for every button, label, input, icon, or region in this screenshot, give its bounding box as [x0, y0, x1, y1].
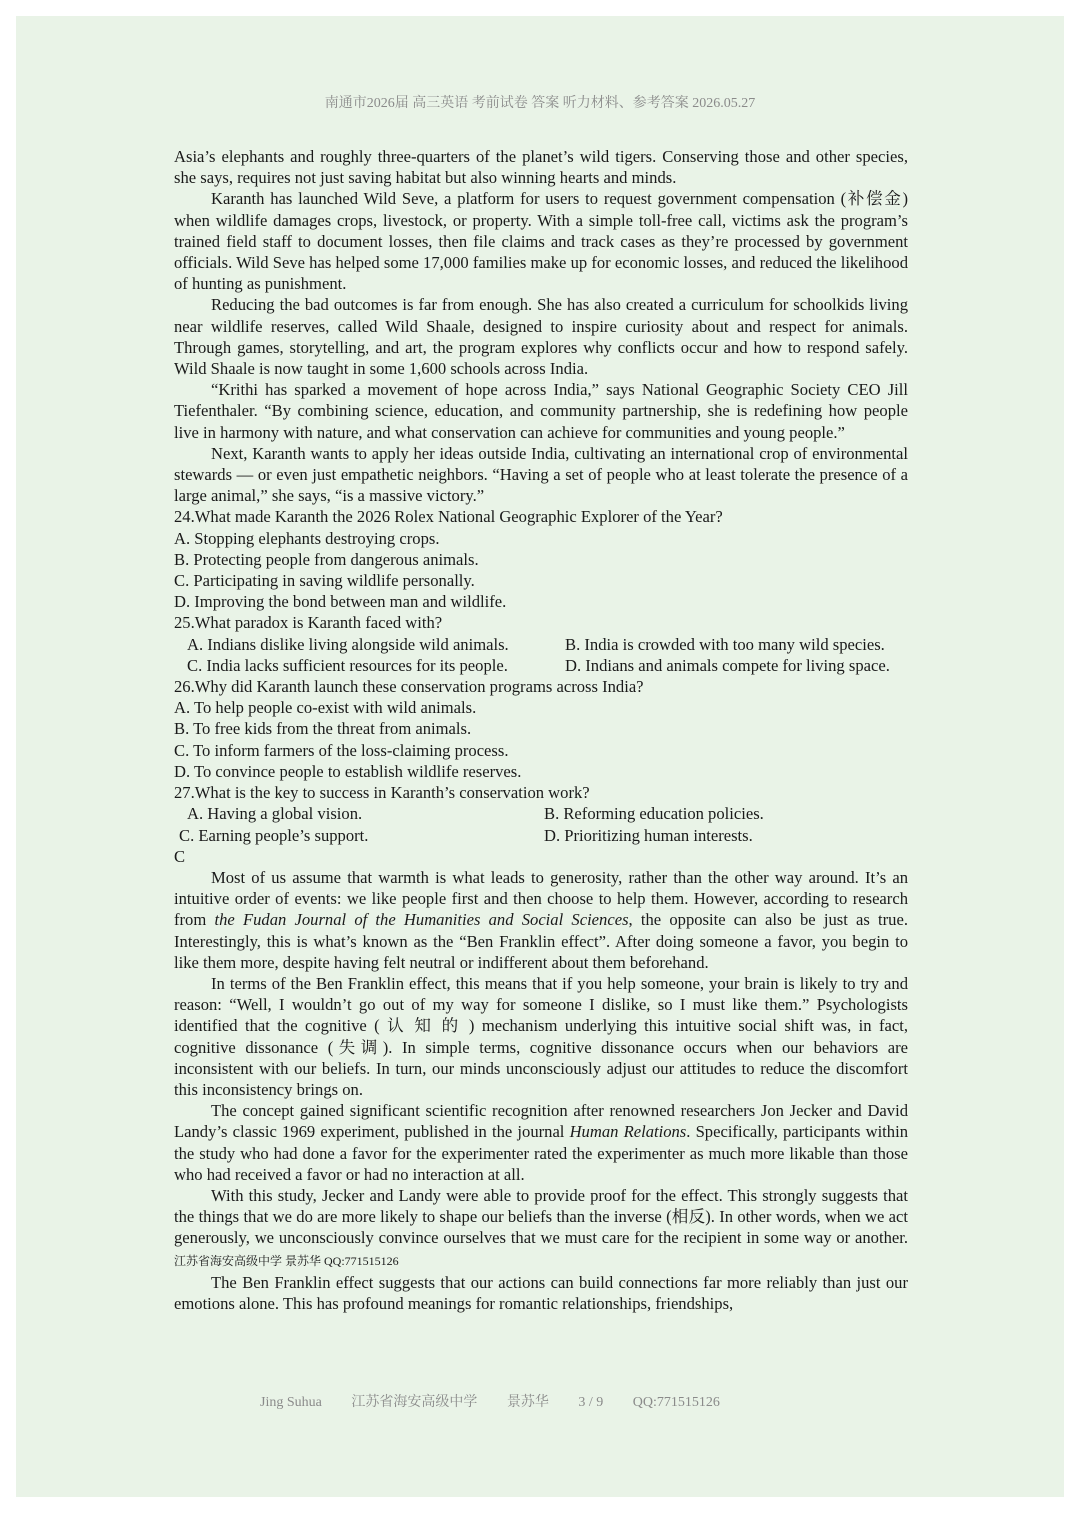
paragraph	[174, 1185, 908, 1272]
page-footer	[260, 1391, 746, 1411]
paragraph: “Krithi has sparked a movement of hope across India,” says National Geographic Society CEO Jill Tiefenthaler. “By combining science, education, and community partnership, she is redefining how people live in harmony with nature, and what conservation can achieve for communities and young people.”	[174, 380, 908, 442]
option: A. Stopping elephants destroying crops.	[174, 528, 440, 548]
question-stem-27: 27.What is the key to success in Karanth’s conservation work?	[174, 783, 590, 803]
page-number: 3 / 9	[578, 1395, 604, 1410]
paragraph: Karanth has launched Wild Seve, a platform for users to request government compensation (补偿金) when wildlife damages crops, livestock, or property. With a simple toll-free call, victims ask the program’s trained field staff to document losses, then file claims and track cases as they’re processed by government officials. Wild Seve has helped some 17,000 families make up for economic losses, and reduced the likelihood of hunting as punishment.	[174, 189, 908, 294]
author-note: 江苏省海安高级中学 景苏华 QQ:771515126	[174, 1253, 399, 1268]
text: . Specifically, participants within the study who had done a favor for the experimenter rated the experimenter as much more likable than those who had received a favor or had no interaction at all.	[174, 1122, 908, 1184]
question-stem-26: 26.Why did Karanth launch these conservation programs across India?	[174, 677, 644, 697]
option-row	[187, 634, 908, 655]
footer-author: Jing Suhua	[260, 1395, 322, 1410]
page-content	[174, 146, 908, 1314]
question-stem-25: 25.What paradox is Karanth faced with?	[174, 613, 443, 633]
journal-title: Human Relations	[569, 1122, 687, 1142]
paragraph: Reducing the bad outcomes is far from enough. She has also created a curriculum for schoolkids living near wildlife reserves, called Wild Shaale, designed to inspire curiosity about and respect for animals. Through games, storytelling, and art, the program explores why conflicts occur and how to respond safely. Wild Shaale is now taught in some 1,600 schools across India.	[174, 295, 908, 379]
paragraph: In terms of the Ben Franklin effect, this means that if you help someone, your brain is likely to try and reason: “Well, I wouldn’t go out of my way for someone I dislike, so I must like them.” Psychologists identified that the cognitive ( 认 知 的 ) mechanism underlying this intuitive social shift was, in fact, cognitive dissonance (失调). In simple terms, cognitive dissonance occurs when our behaviors are inconsistent with our beliefs. In turn, our minds unconsciously adjust our attitudes to reduce the discomfort this inconsistency brings on.	[174, 973, 908, 1099]
page-header: 南通市2026届 高三英语 考前试卷 答案 听力材料、参考答案 2026.05.27	[324, 96, 756, 111]
option: D. Indians and animals compete for living space.	[565, 655, 890, 675]
paragraph: Next, Karanth wants to apply her ideas outside India, cultivating an international crop of environmental stewards — or even just empathetic neighbors. “Having a set of people who at least tolerate the presence of a large animal,” she says, “is a massive victory.”	[174, 443, 908, 506]
option: D. Improving the bond between man and wildlife.	[174, 592, 507, 612]
option-row	[187, 803, 908, 824]
option: A. Indians dislike living alongside wild animals.	[187, 634, 509, 654]
option: A. Having a global vision.	[187, 804, 363, 824]
option: B. Reforming education policies.	[544, 804, 764, 824]
option: B. Protecting people from dangerous animals.	[174, 549, 479, 569]
option: C. Participating in saving wildlife personally.	[174, 571, 475, 591]
option: D. Prioritizing human interests.	[544, 825, 753, 845]
text: , the opposite can also be just as true. Interestingly, this is what’s known as the “Ben Franklin effect”. After doing someone a favor, you begin to like them more, despite having felt neutral or indifferent about them beforehand.	[174, 910, 908, 972]
option: C. India lacks sufficient resources for its people.	[187, 655, 508, 675]
footer-qq: QQ:771515126	[632, 1395, 720, 1410]
option: B. To free kids from the threat from animals.	[174, 719, 472, 739]
paragraph: The Ben Franklin effect suggests that our actions can build connections far more reliably than just our emotions alone. This has profound meanings for romantic relationships, friendships,	[174, 1272, 908, 1313]
option: C. Earning people’s support.	[179, 825, 369, 845]
option: C. To inform farmers of the loss-claiming process.	[174, 740, 509, 760]
section-letter: C	[174, 846, 186, 866]
paragraph	[174, 867, 908, 973]
text: With this study, Jecker and Landy were able to provide proof for the effect. This strongly suggests that the things that we do are more likely to shape our beliefs than the inverse (相反). In other words, when we act generously, we unconsciously convince ourselves that we must care for the recipient in some way or another.	[174, 1185, 908, 1248]
question-stem-24: 24.What made Karanth the 2026 Rolex National Geographic Explorer of the Year?	[174, 507, 723, 527]
option: D. To convince people to establish wildlife reserves.	[174, 761, 522, 781]
option: B. India is crowded with too many wild species.	[565, 634, 885, 654]
paragraph: Asia’s elephants and roughly three-quarters of the planet’s wild tigers. Conserving those and other species, she says, requires not just saving habitat but also winning hearts and minds.	[174, 147, 908, 188]
text: Most of us assume that warmth is what leads to generosity, rather than the other way around. It’s an intuitive order of events: we like people first and then choose to help them. However, according to research from	[174, 867, 908, 930]
option-row	[179, 825, 908, 846]
paragraph	[174, 1100, 908, 1185]
footer-school: 江苏省海安高级中学	[351, 1395, 478, 1410]
text: The concept gained significant scientific recognition after renowned researchers Jon Jecker and David Landy’s classic 1969 experiment, published in the journal	[174, 1101, 908, 1142]
option-row	[187, 655, 908, 676]
option: A. To help people co-exist with wild animals.	[174, 698, 477, 718]
footer-name: 景苏华	[506, 1395, 549, 1410]
journal-title: the Fudan Journal of the Humanities and Social Sciences	[214, 910, 629, 930]
